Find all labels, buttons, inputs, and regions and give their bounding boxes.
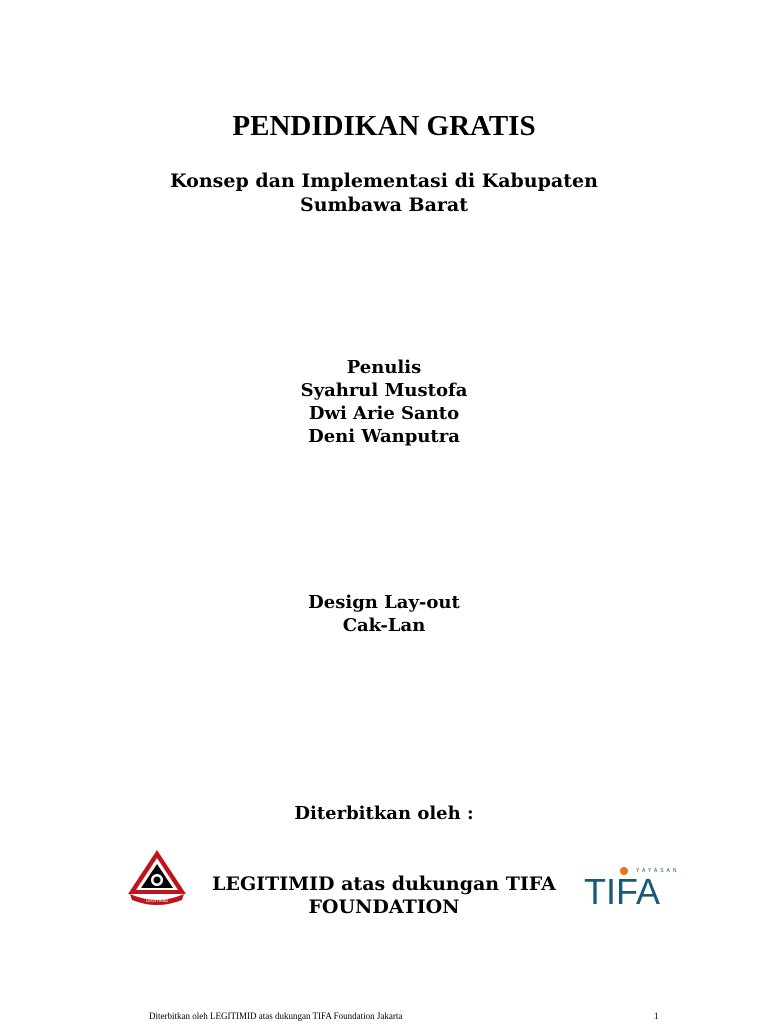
tifa-logo-main-text: TIFA: [584, 871, 661, 910]
publisher-line: FOUNDATION: [308, 896, 460, 918]
document-subtitle: [0, 169, 768, 217]
author-name: Deni Wanputra: [308, 426, 460, 447]
publisher-label: Diterbitkan oleh :: [294, 803, 474, 824]
tifa-logo: [584, 862, 680, 910]
design-section: [0, 591, 768, 637]
tifa-logo-small-text: YAYASAN: [636, 868, 680, 874]
designer-name: Cak-Lan: [342, 615, 426, 636]
authors-heading: Penulis: [346, 357, 422, 378]
subtitle-line: Konsep dan Implementasi di Kabupaten: [170, 170, 598, 192]
page-number: 1: [654, 1011, 659, 1021]
legitimid-logo-text: LEGITIMID: [145, 898, 169, 903]
document-title: PENDIDIKAN GRATIS: [232, 110, 536, 142]
author-name: Syahrul Mustofa: [300, 380, 468, 401]
design-heading: Design Lay-out: [308, 592, 460, 613]
authors-section: [0, 356, 768, 448]
author-name: Dwi Arie Santo: [308, 403, 460, 424]
page-footer: Diterbitkan oleh LEGITIMID atas dukungan TIFA Foundation Jakarta: [149, 1011, 403, 1021]
publisher-line: LEGITIMID atas dukungan TIFA: [212, 873, 556, 895]
subtitle-line: Sumbawa Barat: [300, 194, 468, 216]
